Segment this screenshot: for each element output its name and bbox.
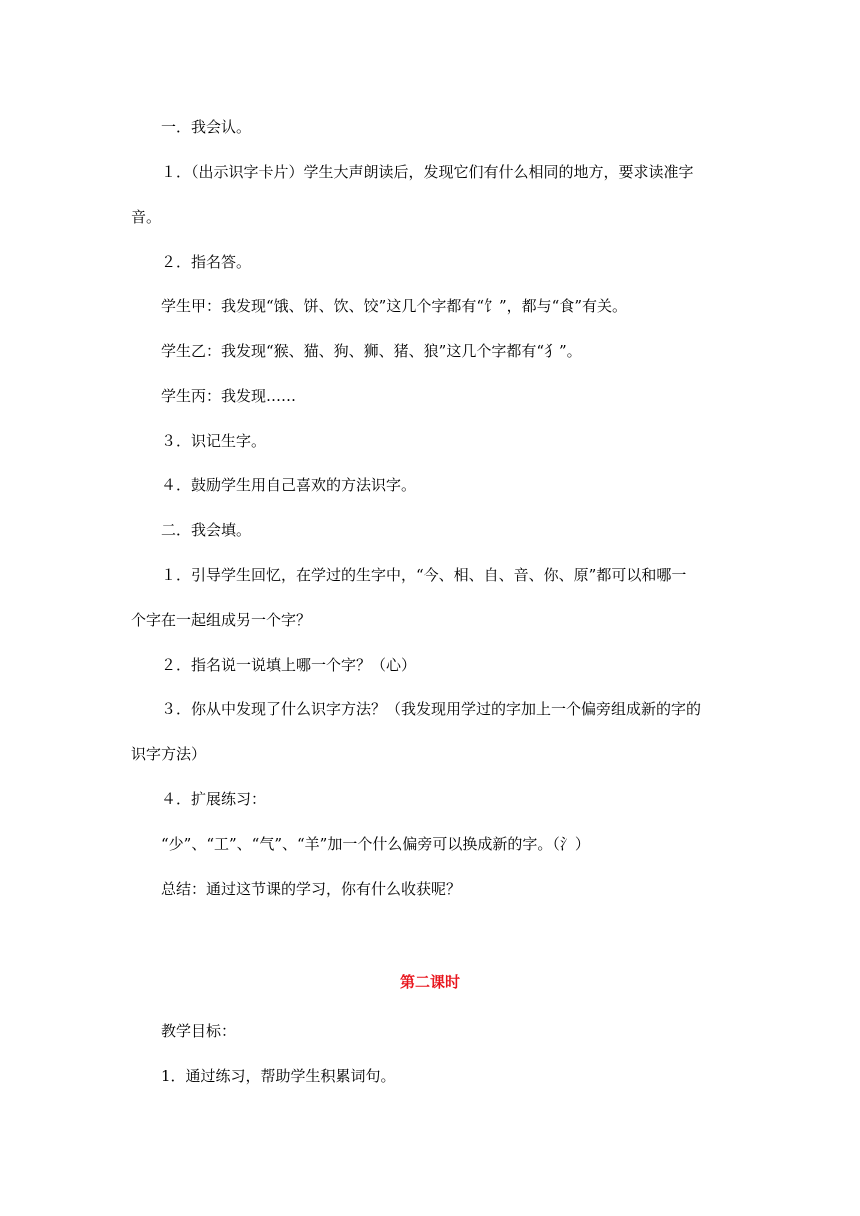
paragraph-line: ２．指名说一说填上哪一个字？（心） [161, 656, 417, 674]
paragraph-line: 学生乙：我发现“猴、猫、狗、狮、猪、狼”这几个字都有“犭”。 [161, 342, 582, 360]
paragraph-line: ４．鼓励学生用自己喜欢的方法识字。 [161, 476, 417, 494]
paragraph-line: 学生丙：我发现…… [161, 387, 297, 405]
paragraph-line: 识字方法） [131, 745, 207, 763]
paragraph-line: ３．你从中发现了什么识字方法？（我发现用学过的字加上一个偏旁组成新的字的 [161, 700, 702, 718]
paragraph-line: 总结：通过这节课的学习，你有什么收获呢？ [161, 880, 462, 898]
paragraph-line: ４．扩展练习： [161, 790, 267, 808]
paragraph-line: ２．指名答。 [161, 253, 252, 271]
paragraph-line: “少”、“工”、“气”、“羊”加一个什么偏旁可以换成新的字。（氵） [161, 835, 590, 853]
paragraph-line: １．引导学生回忆，在学过的生字中，“今、相、自、音、你、原”都可以和哪一 [161, 566, 687, 584]
section-heading-2: 二．我会填。 [161, 521, 252, 539]
paragraph-line: ３．识记生字。 [161, 432, 267, 450]
section-heading-1: 一．我会认。 [161, 118, 252, 136]
lesson-heading: 第二课时 [399, 973, 460, 991]
paragraph-line: １．（出示识字卡片）学生大声朗读后，发现它们有什么相同的地方，要求读准字 [161, 163, 694, 181]
paragraph-line: 教学目标： [161, 1022, 237, 1040]
paragraph-line: 学生甲：我发现“饿、饼、饮、饺”这几个字都有“饣”，都与“食”有关。 [161, 297, 628, 315]
paragraph-line: 个字在一起组成另一个字？ [131, 611, 312, 629]
paragraph-line: 音。 [131, 208, 162, 226]
paragraph-line: 1．通过练习，帮助学生积累词句。 [161, 1067, 396, 1085]
